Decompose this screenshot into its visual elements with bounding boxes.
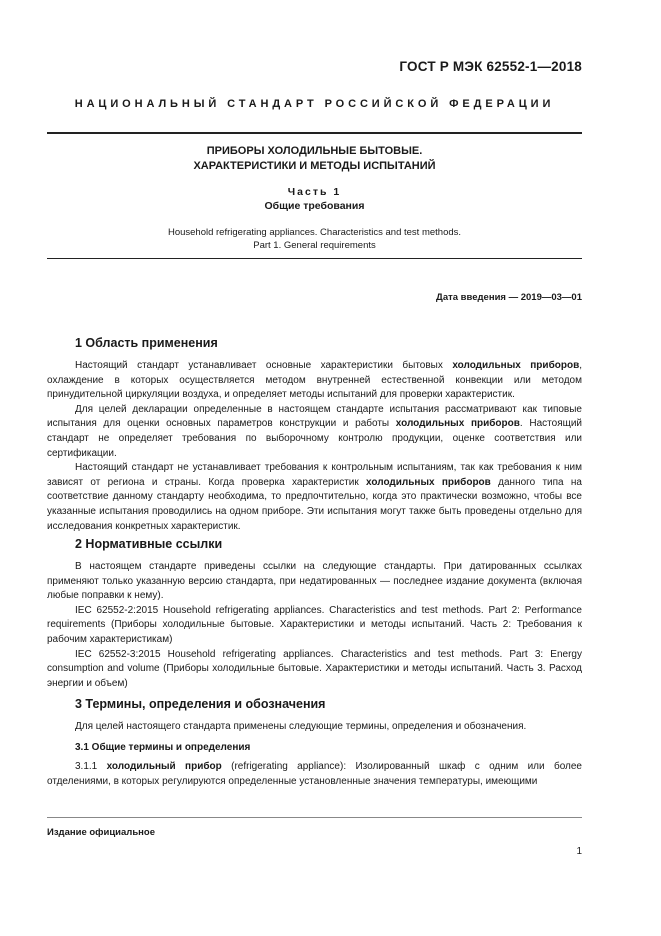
introduction-date: Дата введения — 2019—03—01 [436, 292, 582, 303]
page-number: 1 [576, 846, 582, 857]
official-edition-label: Издание официальное [47, 827, 155, 838]
clause-number: 3.1.1 [75, 761, 107, 772]
text: , охлаждение в которых осуществляется методом внутренней естественной конвекции или методом принудительной циркуляции воздуха, и определяет методы испытаний для проверки характеристик. [47, 360, 582, 401]
paragraph: В настоящем стандарте приведены ссылки на следующие стандарты. При датированных ссылках применяют только указанную версию стандарта, при недатированных — последнее издание документа (включая любые поправки к нему). [47, 561, 582, 602]
title-rule [47, 258, 582, 259]
term: холодильных приборов [366, 476, 491, 488]
english-title-line-2: Part 1. General requirements [253, 240, 376, 251]
text: . Настоящий стандарт не определяет требования по выборочному контролю продукции, оценке соответствия или сертификации. [47, 418, 583, 459]
national-standard-banner: НАЦИОНАЛЬНЫЙ СТАНДАРТ РОССИЙСКОЙ ФЕДЕРАЦИИ [74, 98, 555, 110]
term: холодильный прибор [106, 761, 222, 772]
english-title [47, 226, 582, 252]
section-3-intro [47, 720, 582, 735]
title-line-1: ПРИБОРЫ ХОЛОДИЛЬНЫЕ БЫТОВЫЕ. [206, 145, 423, 157]
section-3-heading: 3 Термины, определения и обозначения [75, 697, 326, 711]
term: холодильных приборов [395, 418, 520, 430]
part-label: Часть 1 [287, 186, 342, 198]
gost-code: ГОСТ Р МЭК 62552-1—2018 [399, 59, 582, 74]
paragraph: Для целей настоящего стандарта применены следующие термины, определения и обозначения. [75, 721, 527, 732]
text: данного типа на соответствие данному стандарту необходима, то предпочтительно, когда это практически возможно, чтобы все указанные испытания проводились на одном приборе. Эти испытания могут также быть проведены отдельно для исследования конкретных характеристик. [47, 476, 582, 532]
document-title [47, 144, 582, 174]
term: холодильных приборов [452, 360, 580, 371]
paragraph [47, 760, 582, 789]
section-2-body [47, 560, 582, 691]
part-title: Общие требования [264, 200, 365, 212]
paragraph [47, 359, 582, 403]
paragraph [47, 461, 582, 534]
paragraph [47, 403, 582, 461]
section-1-heading: 1 Область применения [75, 336, 218, 350]
text: (refrigerating appliance): Изолированный шкаф с одним или более отделениями, в которых регулируются определенные установленные значения температуры, имеющими [47, 761, 582, 787]
paragraph: IEC 62552-3:2015 Household refrigerating appliances. Characteristics and test methods. Part 3: Energy consumption and volume (Приборы холодильные бытовые. Характеристики и методы испытаний. Часть 3. Расход энергии и объем) [47, 648, 582, 689]
title-line-2: ХАРАКТЕРИСТИКИ И МЕТОДЫ ИСПЫТАНИЙ [193, 160, 436, 172]
header-rule [47, 132, 582, 134]
text: Настоящий стандарт устанавливает основные характеристики бытовых [75, 360, 453, 371]
section-2-heading: 2 Нормативные ссылки [75, 537, 223, 551]
section-3-definition [47, 760, 582, 789]
paragraph: IEC 62552-2:2015 Household refrigerating appliances. Characteristics and test methods. Part 2: Performance requirements (Приборы холодильные бытовые. Характеристики и методы испытаний. Часть 2: Требования к рабочим характеристикам) [47, 604, 582, 645]
text: Настоящий стандарт не устанавливает требования к контрольным испытаниям, так как требования к ним зависят от региона и страны. Когда проверка характеристик [47, 462, 582, 488]
text: Для целей декларации определенные в настоящем стандарте испытания рассматривают как типовые испытания для оценки основных параметров конструкции и работы [47, 403, 582, 430]
footer-rule [47, 817, 582, 818]
subsection-3-1-heading: 3.1 Общие термины и определения [75, 742, 251, 753]
english-title-line-1: Household refrigerating appliances. Characteristics and test methods. [167, 227, 462, 238]
section-1-body [47, 359, 582, 534]
